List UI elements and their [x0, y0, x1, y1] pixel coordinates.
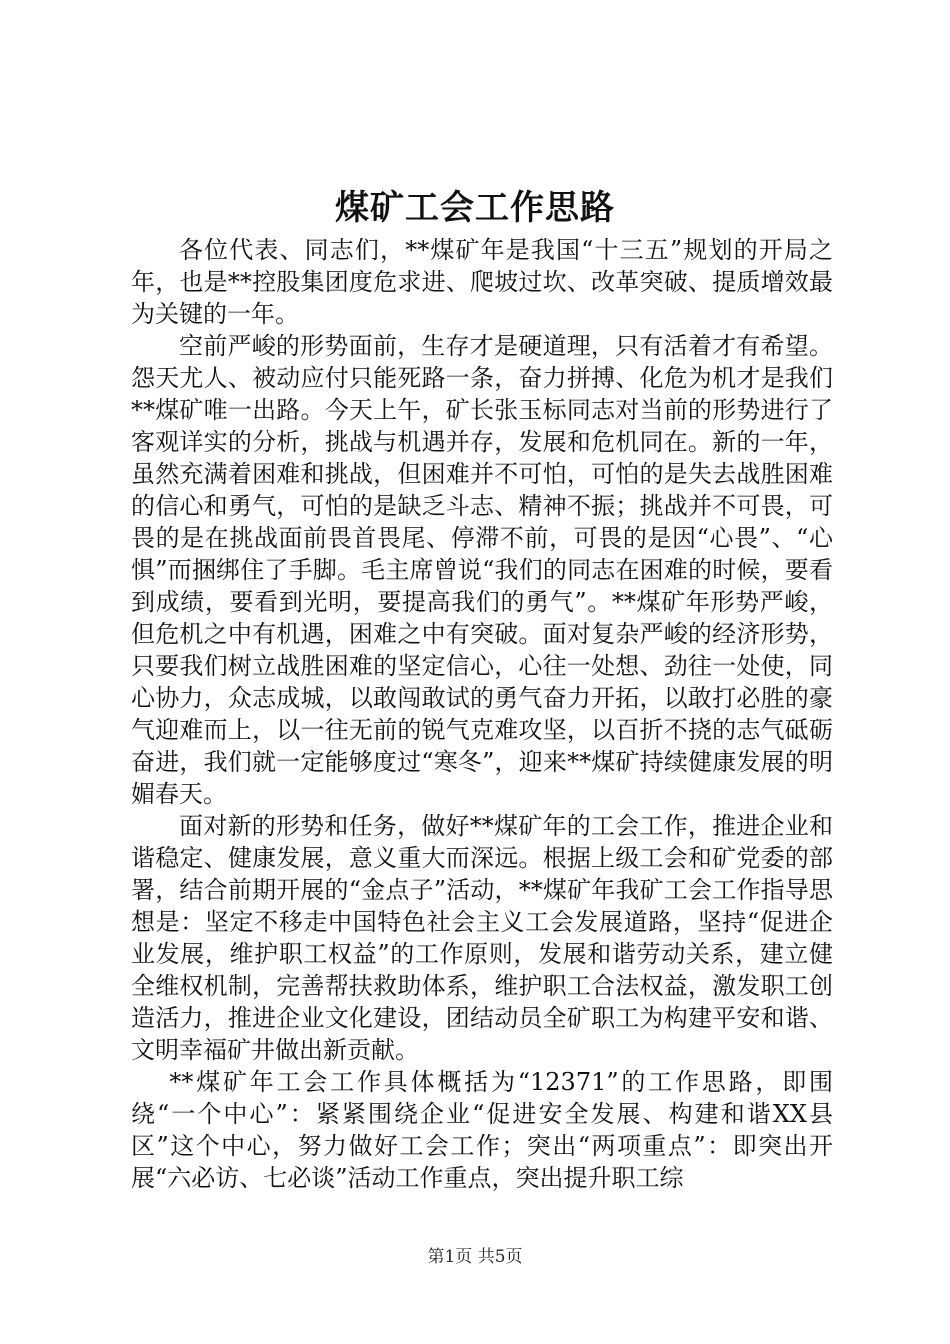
paragraph-guiding-thought: 面对新的形势和任务，做好**煤矿年的工会工作，推进企业和谐稳定、健康发展，意义重大而深远。根据上级工会和矿党委的部署，结合前期开展的“金点子”活动，**煤矿年我矿工会工作指导思想是：坚定不移走中国特色社会主义工会发展道路，坚持“促进企业发展，维护职工权益”的工作原则，发展和谐劳动关系，建立健全维权机制，完善帮扶救助体系，维护职工合法权益，激发职工创造活力，推进企业文化建设，团结动员全矿职工为构建平安和谐、文明幸福矿井做出新贡献。 — [131, 812, 833, 1064]
document-body — [131, 234, 833, 1194]
paragraph-situation: 空前严峻的形势面前，生存才是硬道理，只有活着才有希望。怨天尤人、被动应付只能死路一条，奋力拼搏、化危为机才是我们**煤矿唯一出路。今天上午，矿长张玉标同志对当前的形势进行了客观详实的分析，挑战与机遇并存，发展和危机同在。新的一年，虽然充满着困难和挑战，但困难并不可怕，可怕的是失去战胜困难的信心和勇气，可怕的是缺乏斗志、精神不振；挑战并不可畏，可畏的是在挑战面前畏首畏尾、停滞不前，可畏的是因“心畏”、“心惧”而捆绑住了手脚。毛主席曾说“我们的同志在困难的时候，要看到成绩，要看到光明，要提高我们的勇气”。**煤矿年形势严峻，但危机之中有机遇，困难之中有突破。面对复杂严峻的经济形势，只要我们树立战胜困难的坚定信心，心往一处想、劲往一处使，同心协力，众志成城，以敢闯敢试的勇气奋力开拓，以敢打必胜的豪气迎难而上，以一往无前的锐气克难攻坚，以百折不挠的志气砥砺奋进，我们就一定能够度过“寒冬”，迎来**煤矿持续健康发展的明媚春天。 — [131, 332, 833, 808]
paragraph-opening: 各位代表、同志们，**煤矿年是我国“十三五”规划的开局之年，也是**控股集团度危求进、爬坡过坎、改革突破、提质增效最为关键的一年。 — [131, 236, 833, 328]
document-title: 煤矿工会工作思路 — [335, 188, 615, 228]
page-number-footer: 第1页 共5页 — [427, 1247, 523, 1267]
paragraph-work-plan: **煤矿年工会工作具体概括为“12371”的工作思路，即围绕“一个中心”：紧紧围绕企业“促进安全发展、构建和谐XX县区”这个中心，努力做好工会工作；突出“两项重点”：即突出开展“六必访、七必谈”活动工作重点，突出提升职工综 — [131, 1068, 833, 1192]
